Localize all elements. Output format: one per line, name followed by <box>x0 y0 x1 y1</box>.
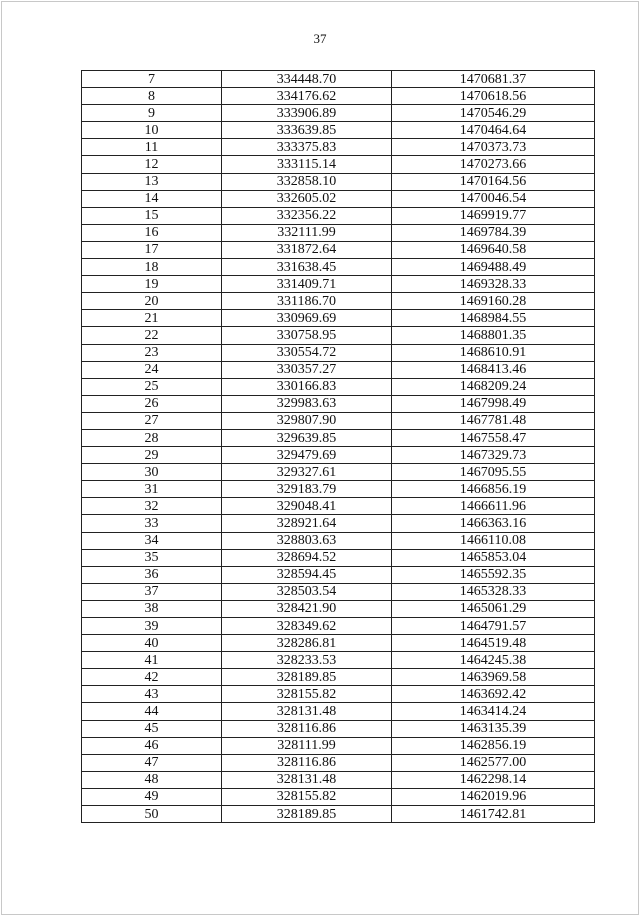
y-coordinate-cell: 1468413.46 <box>392 361 595 378</box>
table-row <box>82 618 595 635</box>
x-coordinate-cell: 329183.79 <box>222 481 392 498</box>
x-coordinate-cell: 330554.72 <box>222 344 392 361</box>
table-row <box>82 88 595 105</box>
x-coordinate-cell: 329479.69 <box>222 447 392 464</box>
x-coordinate-cell: 330166.83 <box>222 378 392 395</box>
x-coordinate-cell: 328803.63 <box>222 532 392 549</box>
y-coordinate-cell: 1464519.48 <box>392 635 595 652</box>
table-row <box>82 532 595 549</box>
point-number-cell: 41 <box>82 652 222 669</box>
y-coordinate-cell: 1469919.77 <box>392 207 595 224</box>
y-coordinate-cell: 1461742.81 <box>392 806 595 823</box>
x-coordinate-cell: 328189.85 <box>222 806 392 823</box>
point-number-cell: 26 <box>82 395 222 412</box>
x-coordinate-cell: 329327.61 <box>222 464 392 481</box>
y-coordinate-cell: 1470164.56 <box>392 173 595 190</box>
table-row <box>82 669 595 686</box>
point-number-cell: 47 <box>82 754 222 771</box>
x-coordinate-cell: 329807.90 <box>222 412 392 429</box>
x-coordinate-cell: 328233.53 <box>222 652 392 669</box>
x-coordinate-cell: 328503.54 <box>222 583 392 600</box>
point-number-cell: 29 <box>82 447 222 464</box>
x-coordinate-cell: 328131.48 <box>222 771 392 788</box>
x-coordinate-cell: 329983.63 <box>222 395 392 412</box>
y-coordinate-cell: 1464245.38 <box>392 652 595 669</box>
table-row <box>82 686 595 703</box>
y-coordinate-cell: 1462019.96 <box>392 788 595 805</box>
x-coordinate-cell: 328116.86 <box>222 720 392 737</box>
y-coordinate-cell: 1467998.49 <box>392 395 595 412</box>
x-coordinate-cell: 328111.99 <box>222 737 392 754</box>
x-coordinate-cell: 332356.22 <box>222 207 392 224</box>
point-number-cell: 31 <box>82 481 222 498</box>
y-coordinate-cell: 1466856.19 <box>392 481 595 498</box>
table-row <box>82 754 595 771</box>
table-row <box>82 276 595 293</box>
x-coordinate-cell: 328286.81 <box>222 635 392 652</box>
x-coordinate-cell: 328116.86 <box>222 754 392 771</box>
point-number-cell: 39 <box>82 618 222 635</box>
point-number-cell: 44 <box>82 703 222 720</box>
table-row <box>82 293 595 310</box>
coordinate-table <box>81 70 595 823</box>
x-coordinate-cell: 329048.41 <box>222 498 392 515</box>
point-number-cell: 16 <box>82 224 222 241</box>
y-coordinate-cell: 1462577.00 <box>392 754 595 771</box>
x-coordinate-cell: 332111.99 <box>222 224 392 241</box>
y-coordinate-cell: 1466611.96 <box>392 498 595 515</box>
table-row <box>82 806 595 823</box>
x-coordinate-cell: 330758.95 <box>222 327 392 344</box>
table-row <box>82 344 595 361</box>
table-row <box>82 429 595 446</box>
point-number-cell: 25 <box>82 378 222 395</box>
point-number-cell: 33 <box>82 515 222 532</box>
y-coordinate-cell: 1462856.19 <box>392 737 595 754</box>
y-coordinate-cell: 1463135.39 <box>392 720 595 737</box>
table-row <box>82 788 595 805</box>
y-coordinate-cell: 1470046.54 <box>392 190 595 207</box>
point-number-cell: 28 <box>82 429 222 446</box>
table-row <box>82 464 595 481</box>
point-number-cell: 20 <box>82 293 222 310</box>
table-row <box>82 378 595 395</box>
y-coordinate-cell: 1463969.58 <box>392 669 595 686</box>
table-body <box>82 71 595 823</box>
point-number-cell: 50 <box>82 806 222 823</box>
table-row <box>82 361 595 378</box>
point-number-cell: 8 <box>82 88 222 105</box>
point-number-cell: 27 <box>82 412 222 429</box>
point-number-cell: 38 <box>82 600 222 617</box>
y-coordinate-cell: 1468610.91 <box>392 344 595 361</box>
point-number-cell: 15 <box>82 207 222 224</box>
table-row <box>82 105 595 122</box>
y-coordinate-cell: 1469160.28 <box>392 293 595 310</box>
y-coordinate-cell: 1470373.73 <box>392 139 595 156</box>
x-coordinate-cell: 328921.64 <box>222 515 392 532</box>
point-number-cell: 21 <box>82 310 222 327</box>
table-row <box>82 207 595 224</box>
table-row <box>82 310 595 327</box>
x-coordinate-cell: 328155.82 <box>222 686 392 703</box>
y-coordinate-cell: 1462298.14 <box>392 771 595 788</box>
table-row <box>82 720 595 737</box>
table-row <box>82 156 595 173</box>
y-coordinate-cell: 1465592.35 <box>392 566 595 583</box>
table-row <box>82 737 595 754</box>
point-number-cell: 18 <box>82 259 222 276</box>
x-coordinate-cell: 331409.71 <box>222 276 392 293</box>
point-number-cell: 30 <box>82 464 222 481</box>
table-row <box>82 652 595 669</box>
x-coordinate-cell: 331872.64 <box>222 241 392 258</box>
point-number-cell: 14 <box>82 190 222 207</box>
table-row <box>82 190 595 207</box>
point-number-cell: 34 <box>82 532 222 549</box>
y-coordinate-cell: 1469640.58 <box>392 241 595 258</box>
table-row <box>82 173 595 190</box>
x-coordinate-cell: 328155.82 <box>222 788 392 805</box>
y-coordinate-cell: 1466363.16 <box>392 515 595 532</box>
point-number-cell: 23 <box>82 344 222 361</box>
y-coordinate-cell: 1463414.24 <box>392 703 595 720</box>
point-number-cell: 11 <box>82 139 222 156</box>
table-row <box>82 583 595 600</box>
y-coordinate-cell: 1466110.08 <box>392 532 595 549</box>
x-coordinate-cell: 330357.27 <box>222 361 392 378</box>
table-row <box>82 412 595 429</box>
y-coordinate-cell: 1470681.37 <box>392 71 595 88</box>
table-row <box>82 241 595 258</box>
table-row <box>82 395 595 412</box>
point-number-cell: 9 <box>82 105 222 122</box>
point-number-cell: 19 <box>82 276 222 293</box>
point-number-cell: 24 <box>82 361 222 378</box>
table-row <box>82 327 595 344</box>
table-row <box>82 703 595 720</box>
x-coordinate-cell: 331638.45 <box>222 259 392 276</box>
x-coordinate-cell: 334176.62 <box>222 88 392 105</box>
table-row <box>82 635 595 652</box>
table-row <box>82 515 595 532</box>
y-coordinate-cell: 1468801.35 <box>392 327 595 344</box>
point-number-cell: 10 <box>82 122 222 139</box>
table-row <box>82 481 595 498</box>
point-number-cell: 48 <box>82 771 222 788</box>
x-coordinate-cell: 329639.85 <box>222 429 392 446</box>
x-coordinate-cell: 330969.69 <box>222 310 392 327</box>
table-row <box>82 566 595 583</box>
point-number-cell: 17 <box>82 241 222 258</box>
y-coordinate-cell: 1470546.29 <box>392 105 595 122</box>
y-coordinate-cell: 1470618.56 <box>392 88 595 105</box>
table-row <box>82 71 595 88</box>
x-coordinate-cell: 332858.10 <box>222 173 392 190</box>
point-number-cell: 40 <box>82 635 222 652</box>
x-coordinate-cell: 328594.45 <box>222 566 392 583</box>
page-number: 37 <box>313 31 327 46</box>
y-coordinate-cell: 1464791.57 <box>392 618 595 635</box>
x-coordinate-cell: 334448.70 <box>222 71 392 88</box>
x-coordinate-cell: 328421.90 <box>222 600 392 617</box>
table-row <box>82 224 595 241</box>
point-number-cell: 13 <box>82 173 222 190</box>
point-number-cell: 36 <box>82 566 222 583</box>
y-coordinate-cell: 1468984.55 <box>392 310 595 327</box>
y-coordinate-cell: 1468209.24 <box>392 378 595 395</box>
x-coordinate-cell: 328349.62 <box>222 618 392 635</box>
point-number-cell: 42 <box>82 669 222 686</box>
table-row <box>82 600 595 617</box>
x-coordinate-cell: 332605.02 <box>222 190 392 207</box>
point-number-cell: 45 <box>82 720 222 737</box>
x-coordinate-cell: 331186.70 <box>222 293 392 310</box>
table-row <box>82 549 595 566</box>
y-coordinate-cell: 1467781.48 <box>392 412 595 429</box>
y-coordinate-cell: 1469488.49 <box>392 259 595 276</box>
table-row <box>82 498 595 515</box>
table-row <box>82 139 595 156</box>
y-coordinate-cell: 1465328.33 <box>392 583 595 600</box>
x-coordinate-cell: 333115.14 <box>222 156 392 173</box>
table-row <box>82 771 595 788</box>
y-coordinate-cell: 1469784.39 <box>392 224 595 241</box>
y-coordinate-cell: 1465853.04 <box>392 549 595 566</box>
point-number-cell: 37 <box>82 583 222 600</box>
point-number-cell: 35 <box>82 549 222 566</box>
point-number-cell: 46 <box>82 737 222 754</box>
x-coordinate-cell: 328189.85 <box>222 669 392 686</box>
point-number-cell: 12 <box>82 156 222 173</box>
point-number-cell: 49 <box>82 788 222 805</box>
y-coordinate-cell: 1470464.64 <box>392 122 595 139</box>
y-coordinate-cell: 1463692.42 <box>392 686 595 703</box>
point-number-cell: 7 <box>82 71 222 88</box>
y-coordinate-cell: 1465061.29 <box>392 600 595 617</box>
x-coordinate-cell: 333375.83 <box>222 139 392 156</box>
point-number-cell: 32 <box>82 498 222 515</box>
x-coordinate-cell: 333906.89 <box>222 105 392 122</box>
y-coordinate-cell: 1469328.33 <box>392 276 595 293</box>
point-number-cell: 22 <box>82 327 222 344</box>
y-coordinate-cell: 1467329.73 <box>392 447 595 464</box>
x-coordinate-cell: 328131.48 <box>222 703 392 720</box>
point-number-cell: 43 <box>82 686 222 703</box>
y-coordinate-cell: 1467095.55 <box>392 464 595 481</box>
table-row <box>82 447 595 464</box>
table-row <box>82 122 595 139</box>
table-row <box>82 259 595 276</box>
y-coordinate-cell: 1467558.47 <box>392 429 595 446</box>
x-coordinate-cell: 328694.52 <box>222 549 392 566</box>
x-coordinate-cell: 333639.85 <box>222 122 392 139</box>
y-coordinate-cell: 1470273.66 <box>392 156 595 173</box>
